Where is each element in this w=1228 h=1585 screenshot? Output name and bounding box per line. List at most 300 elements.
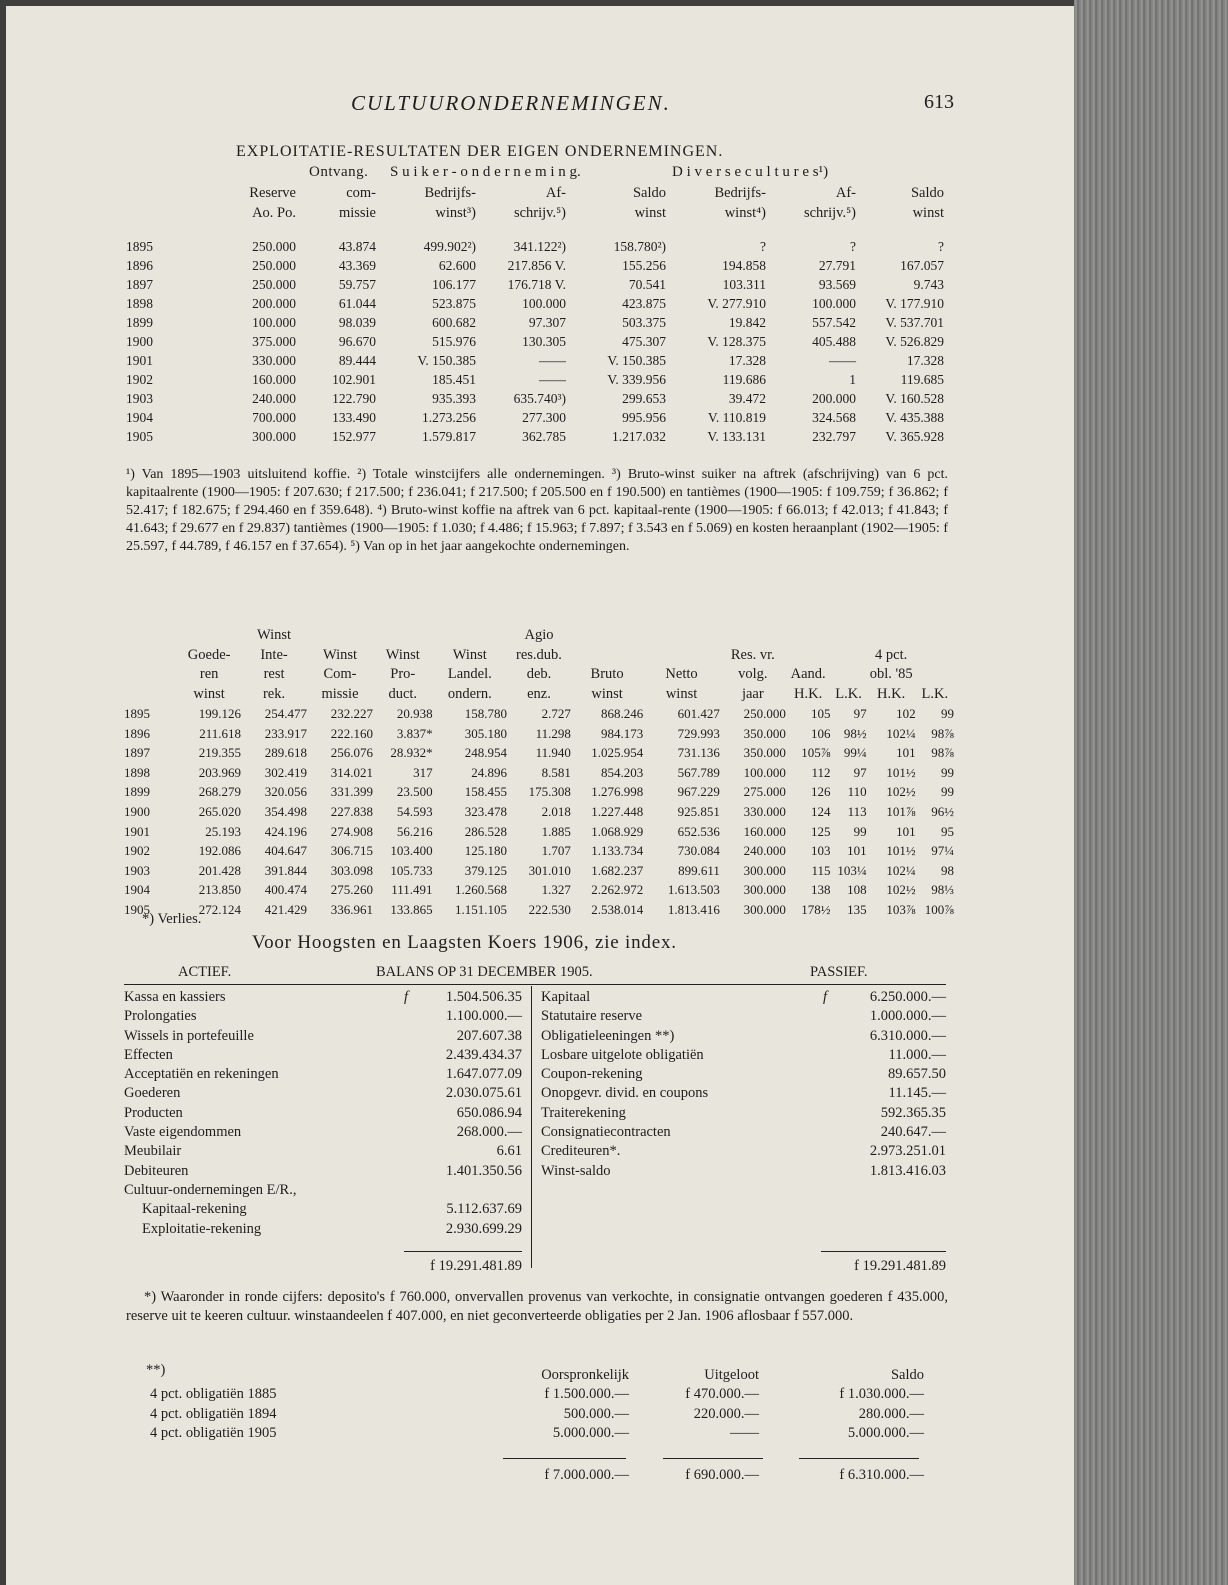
passief-row — [541, 1065, 946, 1084]
column-header: obl. '85 — [869, 666, 913, 682]
table-cell: 300.000 — [743, 901, 786, 917]
table-cell: 277.300 — [522, 410, 566, 425]
table-cell: 98.039 — [338, 315, 376, 330]
passief-label: Traiterekening — [541, 1104, 626, 1121]
column-header — [571, 626, 643, 646]
table-cell: 99 — [941, 706, 954, 721]
passief-value: 11.145.— — [888, 1085, 946, 1102]
column-header: duct. — [388, 685, 418, 702]
column-header: Saldo — [890, 1367, 924, 1383]
table-cell: 101⅞ — [886, 803, 916, 819]
column-header: Agio — [524, 627, 554, 643]
obligatie-label: 4 pct. obligatiën 1905 — [150, 1424, 277, 1441]
table-cell: 125.180 — [464, 843, 508, 859]
column-header: rest — [263, 666, 285, 682]
passief-row — [541, 988, 946, 1007]
table-cell: 98½ — [843, 725, 867, 741]
table-cell: 98 — [941, 862, 954, 878]
obligatie-saldo: f 1.030.000.— — [839, 1386, 924, 1403]
currency-sign — [404, 1084, 422, 1103]
currency-sign — [404, 1220, 422, 1239]
column-header: res.dub. — [516, 646, 562, 663]
passief-value: 2.973.251.01 — [869, 1143, 946, 1160]
table-row — [126, 256, 944, 275]
table-cell: 175.308 — [528, 784, 571, 800]
table-cell: 362.785 — [522, 429, 566, 444]
table-cell: 89.444 — [338, 353, 376, 368]
table-cell: 503.375 — [622, 315, 666, 330]
table-cell: 160.000 — [743, 823, 786, 839]
table-cell: 499.902²) — [423, 239, 476, 254]
table-cell: 405.488 — [812, 334, 856, 349]
table-cell: 113 — [847, 803, 867, 819]
table-cell: 133.490 — [332, 410, 376, 425]
table-cell: 300.000 — [743, 882, 786, 898]
table-cell: 9.743 — [913, 277, 944, 292]
table-cell: 3.837* — [396, 725, 433, 741]
table-cell: 194.858 — [722, 258, 766, 273]
table-cell: 125 — [811, 823, 831, 839]
table-row — [124, 724, 954, 744]
running-title: CULTUURONDERNEMINGEN. — [351, 91, 671, 115]
table-row — [126, 351, 944, 370]
table-cell: ? — [850, 239, 856, 254]
table-cell: 925.851 — [677, 803, 720, 819]
table-cell: 475.307 — [622, 334, 666, 349]
column-header — [433, 626, 507, 646]
table-cell: 97 — [853, 706, 867, 721]
actief-label: Wissels in portefeuille — [124, 1027, 254, 1044]
actief-row — [124, 1162, 522, 1181]
column-header: winst — [912, 204, 944, 221]
year-cell: 1902 — [124, 843, 150, 859]
table-cell: 126 — [811, 784, 831, 800]
column-header — [831, 665, 867, 685]
table-cell: 203.969 — [198, 764, 242, 780]
table-cell: 289.618 — [264, 745, 308, 761]
table-row — [124, 763, 954, 783]
table-cell: 404.647 — [264, 843, 308, 859]
column-header: winst³) — [435, 204, 476, 221]
winst-table — [124, 626, 954, 920]
passief-row — [541, 1046, 946, 1065]
table-cell: 105.733 — [390, 862, 433, 878]
year-cell: 1895 — [124, 706, 150, 721]
actief-row — [124, 1142, 522, 1161]
table-row — [124, 782, 954, 802]
table-cell: 23.500 — [396, 784, 433, 800]
currency-sign — [404, 1104, 422, 1123]
table-cell: 97.307 — [528, 315, 566, 330]
table-cell: V. 133.131 — [707, 429, 766, 444]
table-cell: 899.611 — [678, 862, 720, 878]
obligatie-orig: f 1.500.000.— — [544, 1386, 629, 1403]
table-row — [126, 237, 944, 256]
column-header: L.K. — [921, 685, 949, 702]
table-row — [124, 880, 954, 900]
table-cell: 935.393 — [432, 391, 476, 406]
year-cell: 1901 — [124, 823, 150, 839]
year-cell: 1903 — [126, 391, 153, 406]
column-header: Goede- — [187, 646, 231, 663]
actief-value: 5.112.637.69 — [446, 1201, 522, 1218]
actief-value: 268.000.— — [456, 1124, 522, 1141]
table-cell: 1.885 — [541, 823, 571, 839]
table-cell: 302.419 — [264, 764, 308, 780]
currency-sign — [404, 1142, 422, 1161]
table-cell: 635.740³) — [513, 391, 566, 406]
table-cell: V. 177.910 — [885, 296, 944, 311]
table-cell: 200.000 — [252, 296, 296, 311]
actief-label: Cultuur-ondernemingen E/R., — [124, 1181, 297, 1198]
table-cell: 19.842 — [728, 315, 766, 330]
column-header: missie — [338, 204, 376, 221]
actief-value: 207.607.38 — [456, 1027, 522, 1044]
actief-value: 1.401.350.56 — [445, 1162, 522, 1179]
table-cell: 200.000 — [812, 391, 856, 406]
table-cell: 254.477 — [264, 706, 308, 721]
column-header — [126, 204, 206, 224]
passief-label: Kapitaal — [541, 989, 591, 1005]
table-cell: 103 — [811, 843, 831, 859]
table-cell: 96.670 — [338, 334, 376, 349]
table-cell: 1.682.237 — [591, 862, 644, 878]
table-cell: 103¼ — [837, 862, 867, 878]
table-cell: 268.279 — [198, 784, 242, 800]
column-header — [831, 646, 867, 666]
passief-row — [541, 1104, 946, 1123]
table-cell: 115 — [811, 862, 831, 878]
passief-value: 240.647.— — [880, 1124, 946, 1141]
column-header: H.K. — [794, 685, 823, 702]
table-cell: 27.791 — [818, 258, 856, 273]
column-header — [124, 665, 177, 685]
table-cell: 20.938 — [396, 706, 433, 721]
actief-row — [124, 1200, 522, 1219]
column-header: schrijv.⁵) — [513, 204, 566, 221]
actief-row — [124, 1084, 522, 1103]
table-cell: 2.018 — [541, 803, 571, 819]
table-cell: V. 160.528 — [885, 391, 944, 406]
column-header: enz. — [527, 685, 551, 702]
table-cell: 97 — [853, 764, 867, 780]
column-header — [126, 184, 206, 204]
table-cell: 98⅞ — [931, 745, 954, 761]
column-header: Com- — [323, 666, 357, 682]
column-header — [307, 626, 373, 646]
year-cell: 1904 — [126, 410, 153, 425]
table-cell: 341.122²) — [513, 239, 566, 254]
column-header: Winst — [452, 646, 487, 663]
table-row — [126, 408, 944, 427]
table-cell: 248.954 — [464, 745, 508, 761]
year-cell: 1896 — [126, 258, 153, 273]
actief-total-rule — [404, 1251, 522, 1252]
table-cell: 868.246 — [600, 706, 644, 721]
balans-top-rule — [124, 984, 946, 985]
table-cell: 1 — [849, 372, 856, 387]
table-cell: 400.474 — [264, 882, 308, 898]
table-cell: 192.086 — [198, 843, 242, 859]
passief-value: 1.000.000.— — [869, 1008, 946, 1025]
table-cell: 1.813.416 — [667, 901, 720, 917]
column-header: Winst — [385, 646, 420, 663]
column-header — [124, 685, 177, 705]
paper-sheet — [6, 6, 1074, 1585]
table-row — [126, 294, 944, 313]
table-cell: 275.260 — [330, 882, 373, 898]
currency-sign — [404, 1123, 422, 1142]
obligatie-orig: 500.000.— — [563, 1405, 629, 1422]
table-cell: 423.875 — [622, 296, 666, 311]
table-cell: 102¼ — [886, 862, 916, 878]
footnote-exploitatie: ¹) Van 1895—1903 uitsluitend koffie. ²) Totale winstcijfers alle ondernemingen. ³) Bruto-winst suiker na aftrek (afschrijving) van 6 pct. kapitaalrente (1900—1905: f 207.630; f 217.500; f 236.041; f 217.500; f 205.500 en f 190.500) en tantièmes (1900—1905: f 109.759; f 36.862; f 52.417; f 182.675; f 294.460 en f 359.648). ⁴) Bruto-winst koffie na aftrek van 6 pct. kapitaal-rente (1900—1905: f 66.013; f 42.013; f 41.843; f 41.643; f 29.677 en f 29.837) tantièmes (1900—1905: f 1.030; f 4.486; f 15.963; f 7.897; f 3.543 en f 5.069) en kosten heraanplant (1902—1905: f 25.597, f 44.789, f 46.157 en f 37.654). ⁵) Van op in het jaar aangekochte ondernemingen. — [126, 467, 948, 554]
actief-value: 650.086.94 — [456, 1104, 522, 1121]
group-header-suiker: S u i k e r - o n d e r n e m i n g. — [390, 164, 581, 180]
table-cell: 158.780 — [464, 706, 508, 721]
table-cell: 11.298 — [535, 725, 571, 741]
table-cell: 103.311 — [722, 277, 766, 292]
actief-label: Meubilair — [124, 1143, 182, 1160]
table-cell: 219.355 — [198, 745, 242, 761]
table-cell: 100.000 — [522, 296, 566, 311]
table-cell: 201.428 — [198, 862, 242, 878]
table-cell: V. 150.385 — [607, 353, 666, 368]
table-cell: 99 — [853, 823, 867, 839]
table-row — [126, 332, 944, 351]
oblig-total-uit: f 690.000.— — [685, 1467, 759, 1483]
column-header: jaar — [741, 685, 764, 702]
table-cell: 1.025.954 — [591, 745, 644, 761]
table-cell: 110 — [847, 784, 867, 800]
table-cell: 98⅞ — [931, 725, 954, 741]
group-header-diverse: D i v e r s e c u l t u r e s¹) — [672, 164, 829, 180]
table-cell: 320.056 — [264, 784, 308, 800]
table-cell: 272.124 — [198, 901, 242, 917]
actief-value — [422, 1181, 522, 1200]
actief-value: 1.504.506.35 — [445, 989, 522, 1005]
actief-value: 1.100.000.— — [445, 1008, 522, 1025]
oblig-rule-saldo — [799, 1458, 919, 1459]
currency-sign — [404, 1027, 422, 1046]
table-cell: 101½ — [886, 843, 916, 859]
table-cell: V. 537.701 — [885, 315, 944, 330]
currency-sign — [823, 1027, 841, 1046]
table-cell: 167.057 — [900, 258, 944, 273]
table-cell: 324.568 — [812, 410, 856, 425]
table-cell: 731.136 — [677, 745, 720, 761]
table-cell: V. 435.388 — [885, 410, 944, 425]
table-cell: 99 — [941, 764, 954, 780]
table-cell: 59.757 — [338, 277, 376, 292]
column-header — [124, 646, 177, 666]
table-cell: 24.896 — [471, 764, 508, 780]
table-cell: 124 — [811, 803, 831, 819]
table-cell: 213.850 — [198, 882, 242, 898]
table-cell: 301.010 — [528, 862, 571, 878]
table-cell: V. 277.910 — [707, 296, 766, 311]
column-header: missie — [321, 685, 359, 702]
column-header: winst — [665, 685, 698, 702]
table-cell: 98⅓ — [931, 882, 954, 898]
column-header: ren — [199, 666, 219, 682]
column-header — [867, 626, 916, 646]
table-cell: 601.427 — [677, 706, 720, 721]
table-cell: 232.227 — [330, 706, 373, 721]
actief-row — [124, 1027, 522, 1046]
obligaties-totals — [144, 1466, 924, 1485]
table-cell: 101 — [896, 745, 916, 761]
table-cell: 119.685 — [900, 372, 944, 387]
year-cell: 1900 — [126, 334, 153, 349]
currency-sign — [823, 1142, 841, 1161]
table-cell: 1.276.998 — [591, 784, 644, 800]
table-cell: 138 — [811, 882, 831, 898]
oblig-total-saldo: f 6.310.000.— — [839, 1467, 924, 1483]
table-cell: 95 — [941, 823, 954, 839]
actief-row — [124, 1065, 522, 1084]
table-cell: 176.718 V. — [507, 277, 566, 292]
currency-sign — [404, 1065, 422, 1084]
table-cell: 102½ — [886, 784, 916, 800]
column-header: Saldo — [910, 185, 944, 201]
table-cell: 265.020 — [198, 803, 242, 819]
table-cell: 330.000 — [252, 353, 296, 368]
obligatie-row — [144, 1424, 924, 1443]
column-header — [124, 626, 177, 646]
passief-table — [541, 988, 946, 1181]
table-row — [126, 313, 944, 332]
table-cell: 28.932* — [390, 745, 433, 761]
obligatie-row — [144, 1385, 924, 1404]
table-cell: 222.530 — [528, 901, 571, 917]
passief-row — [541, 1027, 946, 1046]
actief-row — [124, 988, 522, 1007]
table-cell: 155.256 — [622, 258, 666, 273]
table-cell: 102 — [896, 706, 916, 721]
table-cell: 43.874 — [338, 239, 376, 254]
passief-label: Coupon-rekening — [541, 1066, 643, 1083]
table-cell: 100.000 — [812, 296, 856, 311]
obligatie-orig: 5.000.000.— — [552, 1424, 629, 1441]
table-row — [126, 370, 944, 389]
year-cell: 1895 — [126, 239, 153, 254]
table-cell: 286.528 — [464, 823, 508, 839]
table-cell: 102½ — [886, 882, 916, 898]
passief-row — [541, 1084, 946, 1103]
table-cell: 199.126 — [198, 706, 242, 721]
passief-label: Statutaire reserve — [541, 1008, 643, 1025]
table-cell: V. 110.819 — [707, 410, 766, 425]
actief-label: Vaste eigendommen — [124, 1124, 242, 1141]
balans-passief-heading: PASSIEF. — [810, 964, 868, 980]
table-cell: 391.844 — [264, 862, 308, 878]
obligaties-marker: **) — [146, 1362, 166, 1378]
column-header: H.K. — [877, 685, 906, 702]
table-row — [124, 900, 954, 920]
table-cell: 122.790 — [332, 391, 376, 406]
table-cell: 1.068.929 — [591, 823, 644, 839]
table-cell: 152.977 — [332, 429, 376, 444]
table-cell: 160.000 — [252, 372, 296, 387]
passief-row — [541, 1007, 946, 1026]
passief-row — [541, 1123, 946, 1142]
column-header: rek. — [262, 685, 286, 702]
actief-label: Effecten — [124, 1046, 173, 1063]
table-cell: 43.369 — [338, 258, 376, 273]
currency-sign — [823, 1046, 841, 1065]
column-header — [373, 626, 433, 646]
balans-actief-heading: ACTIEF. — [178, 964, 232, 980]
table-cell: 421.429 — [264, 901, 308, 917]
table-cell: ? — [938, 239, 944, 254]
table-row — [124, 802, 954, 822]
table-cell: 101 — [847, 843, 867, 859]
table-cell: 354.498 — [264, 803, 308, 819]
table-cell: 108 — [847, 882, 867, 898]
table-cell: 39.472 — [728, 391, 766, 406]
currency-sign — [823, 1162, 841, 1181]
section-title: EXPLOITATIE-RESULTATEN DER EIGEN ONDERNEMINGEN. — [236, 143, 724, 160]
passief-value: 6.250.000.— — [869, 989, 946, 1005]
actief-label: Producten — [124, 1104, 183, 1121]
column-header — [177, 626, 241, 646]
table-cell: 100⅞ — [924, 901, 954, 917]
year-cell: 1905 — [126, 429, 153, 444]
table-cell: 250.000 — [252, 239, 296, 254]
table-cell: 1.327 — [541, 882, 571, 898]
table-cell: 105⅞ — [801, 745, 831, 761]
table-cell: 103⅞ — [886, 901, 916, 917]
table-cell: 557.542 — [812, 315, 856, 330]
year-cell: 1899 — [124, 784, 150, 800]
currency-sign: f — [823, 989, 828, 1005]
currency-sign — [404, 1046, 422, 1065]
balans-divider — [531, 986, 532, 1268]
obligatie-row — [144, 1405, 924, 1424]
actief-label: Exploitatie-rekening — [142, 1220, 262, 1237]
column-header: winst — [193, 685, 225, 702]
table-cell: 8.581 — [541, 764, 571, 780]
currency-sign — [404, 1181, 422, 1200]
column-header: Uitgeloot — [704, 1367, 759, 1383]
table-cell: 323.478 — [464, 803, 508, 819]
table-row — [124, 743, 954, 763]
table-cell: 350.000 — [743, 745, 786, 761]
passief-value: 592.365.35 — [880, 1104, 946, 1121]
table-cell: 96½ — [931, 803, 954, 819]
table-cell: 274.908 — [330, 823, 373, 839]
obligatie-label: 4 pct. obligatiën 1894 — [150, 1405, 277, 1422]
table-cell: 56.216 — [396, 823, 433, 839]
table-cell: 350.000 — [743, 725, 786, 741]
table-cell: 178½ — [801, 901, 831, 917]
table-cell: 2.538.014 — [591, 901, 644, 917]
actief-label: Goederen — [124, 1085, 181, 1102]
table-cell: 1.227.448 — [591, 803, 644, 819]
table-cell: 227.838 — [330, 803, 373, 819]
table-cell: 256.076 — [330, 745, 373, 761]
table-cell: 299.653 — [622, 391, 666, 406]
actief-label: Prolongaties — [124, 1008, 197, 1025]
obligatie-uitgeloot: 220.000.— — [693, 1405, 759, 1422]
table-cell: 317 — [413, 764, 433, 780]
table-cell: 1.133.734 — [591, 843, 644, 859]
column-header: Oorspronkelijk — [541, 1367, 629, 1383]
table-cell: 62.600 — [438, 258, 476, 273]
table-cell: 303.098 — [330, 862, 373, 878]
year-cell: 1898 — [124, 764, 150, 780]
